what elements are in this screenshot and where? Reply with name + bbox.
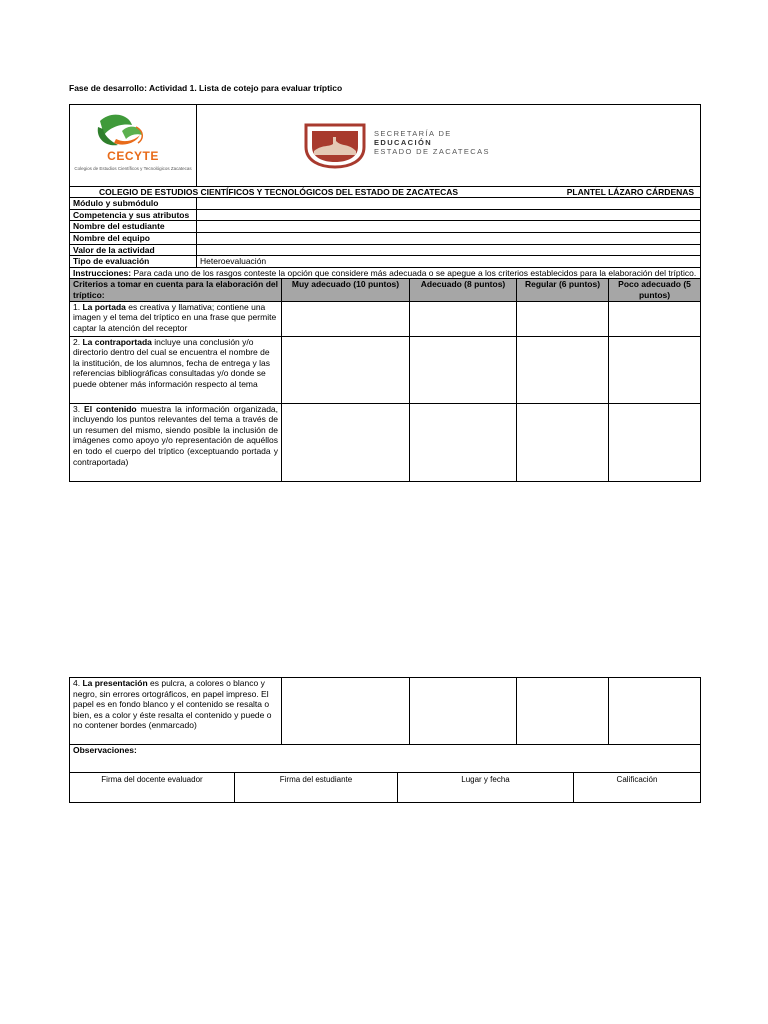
checklist-table-continued <box>69 677 701 773</box>
secretaria-line1: SECRETARÍA DE <box>374 129 452 138</box>
score-cell[interactable] <box>282 403 410 481</box>
header-adecuado: Adecuado (8 puntos) <box>410 279 517 301</box>
institution-name: COLEGIO DE ESTUDIOS CIENTÍFICOS Y TECNOLÓGICOS DEL ESTADO DE ZACATECAS <box>99 186 459 197</box>
criterion-text <box>70 336 282 403</box>
criterion-title: La presentación <box>82 678 148 688</box>
plantel-name: PLANTEL LÁZARO CÁRDENAS <box>566 186 695 197</box>
field-label: Valor de la actividad <box>70 244 197 256</box>
criterion-text <box>70 678 282 745</box>
field-value[interactable] <box>197 232 701 244</box>
score-cell[interactable] <box>517 403 609 481</box>
score-cell[interactable] <box>609 403 701 481</box>
page-heading: Fase de desarrollo: Actividad 1. Lista de cotejo para evaluar tríptico <box>69 83 343 93</box>
criterion-description: incluye una conclusión y/o directorio dentro del cual se encuentra el nombre de la institución, de los alumnos, fecha de entrega y las referencias bibliográficas consultadas y/o donde se puede obtener más información respecto al tema <box>73 336 271 389</box>
score-cell[interactable] <box>517 301 609 336</box>
field-value[interactable] <box>197 244 701 256</box>
score-cell[interactable] <box>410 336 517 403</box>
instructions-row <box>70 267 701 279</box>
table-header-row <box>70 279 701 301</box>
signature-table <box>69 772 701 803</box>
score-cell[interactable] <box>609 678 701 745</box>
criterion-text <box>70 301 282 336</box>
criterion-description: es pulcra, a colores o blanco y negro, sin errores ortográficos, en papel impreso. El papel es en fondo blanco y el contenido se resalta o bien, es a color y éste resalta el contenido y puede o no contener bordes (enmarcado) <box>73 678 272 731</box>
cecyte-subtitle: Colegios de Estudios Científicos y Tecnológicos Zacatecas <box>74 166 192 171</box>
table-row <box>70 678 701 745</box>
secretaria-text <box>374 129 490 156</box>
secretaria-logo-cell <box>197 105 701 187</box>
secretaria-line2: EDUCACIÓN <box>374 138 433 147</box>
signature-teacher[interactable]: Firma del docente evaluador <box>70 773 235 803</box>
cecyte-logo <box>70 105 197 183</box>
field-value[interactable]: Heteroevaluación <box>197 256 701 268</box>
criterion-title: El contenido <box>84 403 137 414</box>
header-regular: Regular (6 puntos) <box>517 279 609 301</box>
field-label: Competencia y sus atributos <box>70 209 197 221</box>
score-cell[interactable] <box>410 301 517 336</box>
field-value[interactable] <box>197 221 701 233</box>
field-value[interactable] <box>197 209 701 221</box>
grade[interactable]: Calificación <box>574 773 701 803</box>
field-label: Nombre del equipo <box>70 232 197 244</box>
signature-student[interactable]: Firma del estudiante <box>235 773 398 803</box>
criterion-title: La contraportada <box>82 336 152 347</box>
criterion-number: 1. <box>73 301 83 312</box>
criterion-text <box>70 403 282 481</box>
criterion-number: 2. <box>73 336 83 347</box>
cecyte-logo-cell <box>70 105 197 187</box>
header-muy-adecuado: Muy adecuado (10 puntos) <box>282 279 410 301</box>
criterion-description: muestra la información organizada, incluyendo los puntos relevantes del tema a través de un resumen del mismo, siendo posible la inclusión de imágenes como apoyo y/o representación de aquéllos en todo el cuerpo del tríptico (exceptuando portada y contraportada) <box>73 403 279 467</box>
field-label: Tipo de evaluación <box>70 256 197 268</box>
score-cell[interactable] <box>282 336 410 403</box>
score-cell[interactable] <box>410 403 517 481</box>
checklist-table <box>69 104 701 482</box>
score-cell[interactable] <box>609 336 701 403</box>
criterion-number: 3. <box>73 403 85 414</box>
score-cell[interactable] <box>517 678 609 745</box>
score-cell[interactable] <box>282 301 410 336</box>
header-poco-adecuado: Poco adecuado (5 puntos) <box>609 279 701 301</box>
table-row <box>70 403 701 481</box>
criterion-description: es creativa y llamativa; contiene una imagen y el tema del tríptico en una frase que permite captar la atención del receptor <box>73 301 277 333</box>
score-cell[interactable] <box>410 678 517 745</box>
field-label: Módulo y submódulo <box>70 198 197 210</box>
score-cell[interactable] <box>282 678 410 745</box>
criterion-title: La portada <box>82 301 126 312</box>
secretaria-logo <box>300 121 520 171</box>
cecyte-name: CECYTE <box>107 149 159 163</box>
place-date[interactable]: Lugar y fecha <box>398 773 574 803</box>
score-cell[interactable] <box>609 301 701 336</box>
score-cell[interactable] <box>517 336 609 403</box>
criterion-number: 4. <box>73 678 83 688</box>
header-criteria: Criterios a tomar en cuenta para la elaboración del tríptico: <box>70 279 282 301</box>
instructions-label: Instrucciones: <box>73 267 132 278</box>
table-row <box>70 336 701 403</box>
secretaria-emblem-icon <box>300 121 370 169</box>
secretaria-line3: ESTADO DE ZACATECAS <box>374 147 490 156</box>
field-value[interactable] <box>197 198 701 210</box>
institution-row <box>70 186 701 198</box>
field-label: Nombre del estudiante <box>70 221 197 233</box>
instructions-text: Para cada uno de los rasgos conteste la opción que considere más adecuada o se apegue a los criterios establecidos para la elaboración del tríptico. <box>131 267 697 278</box>
observaciones-field[interactable]: Observaciones: <box>70 745 701 773</box>
table-row <box>70 301 701 336</box>
